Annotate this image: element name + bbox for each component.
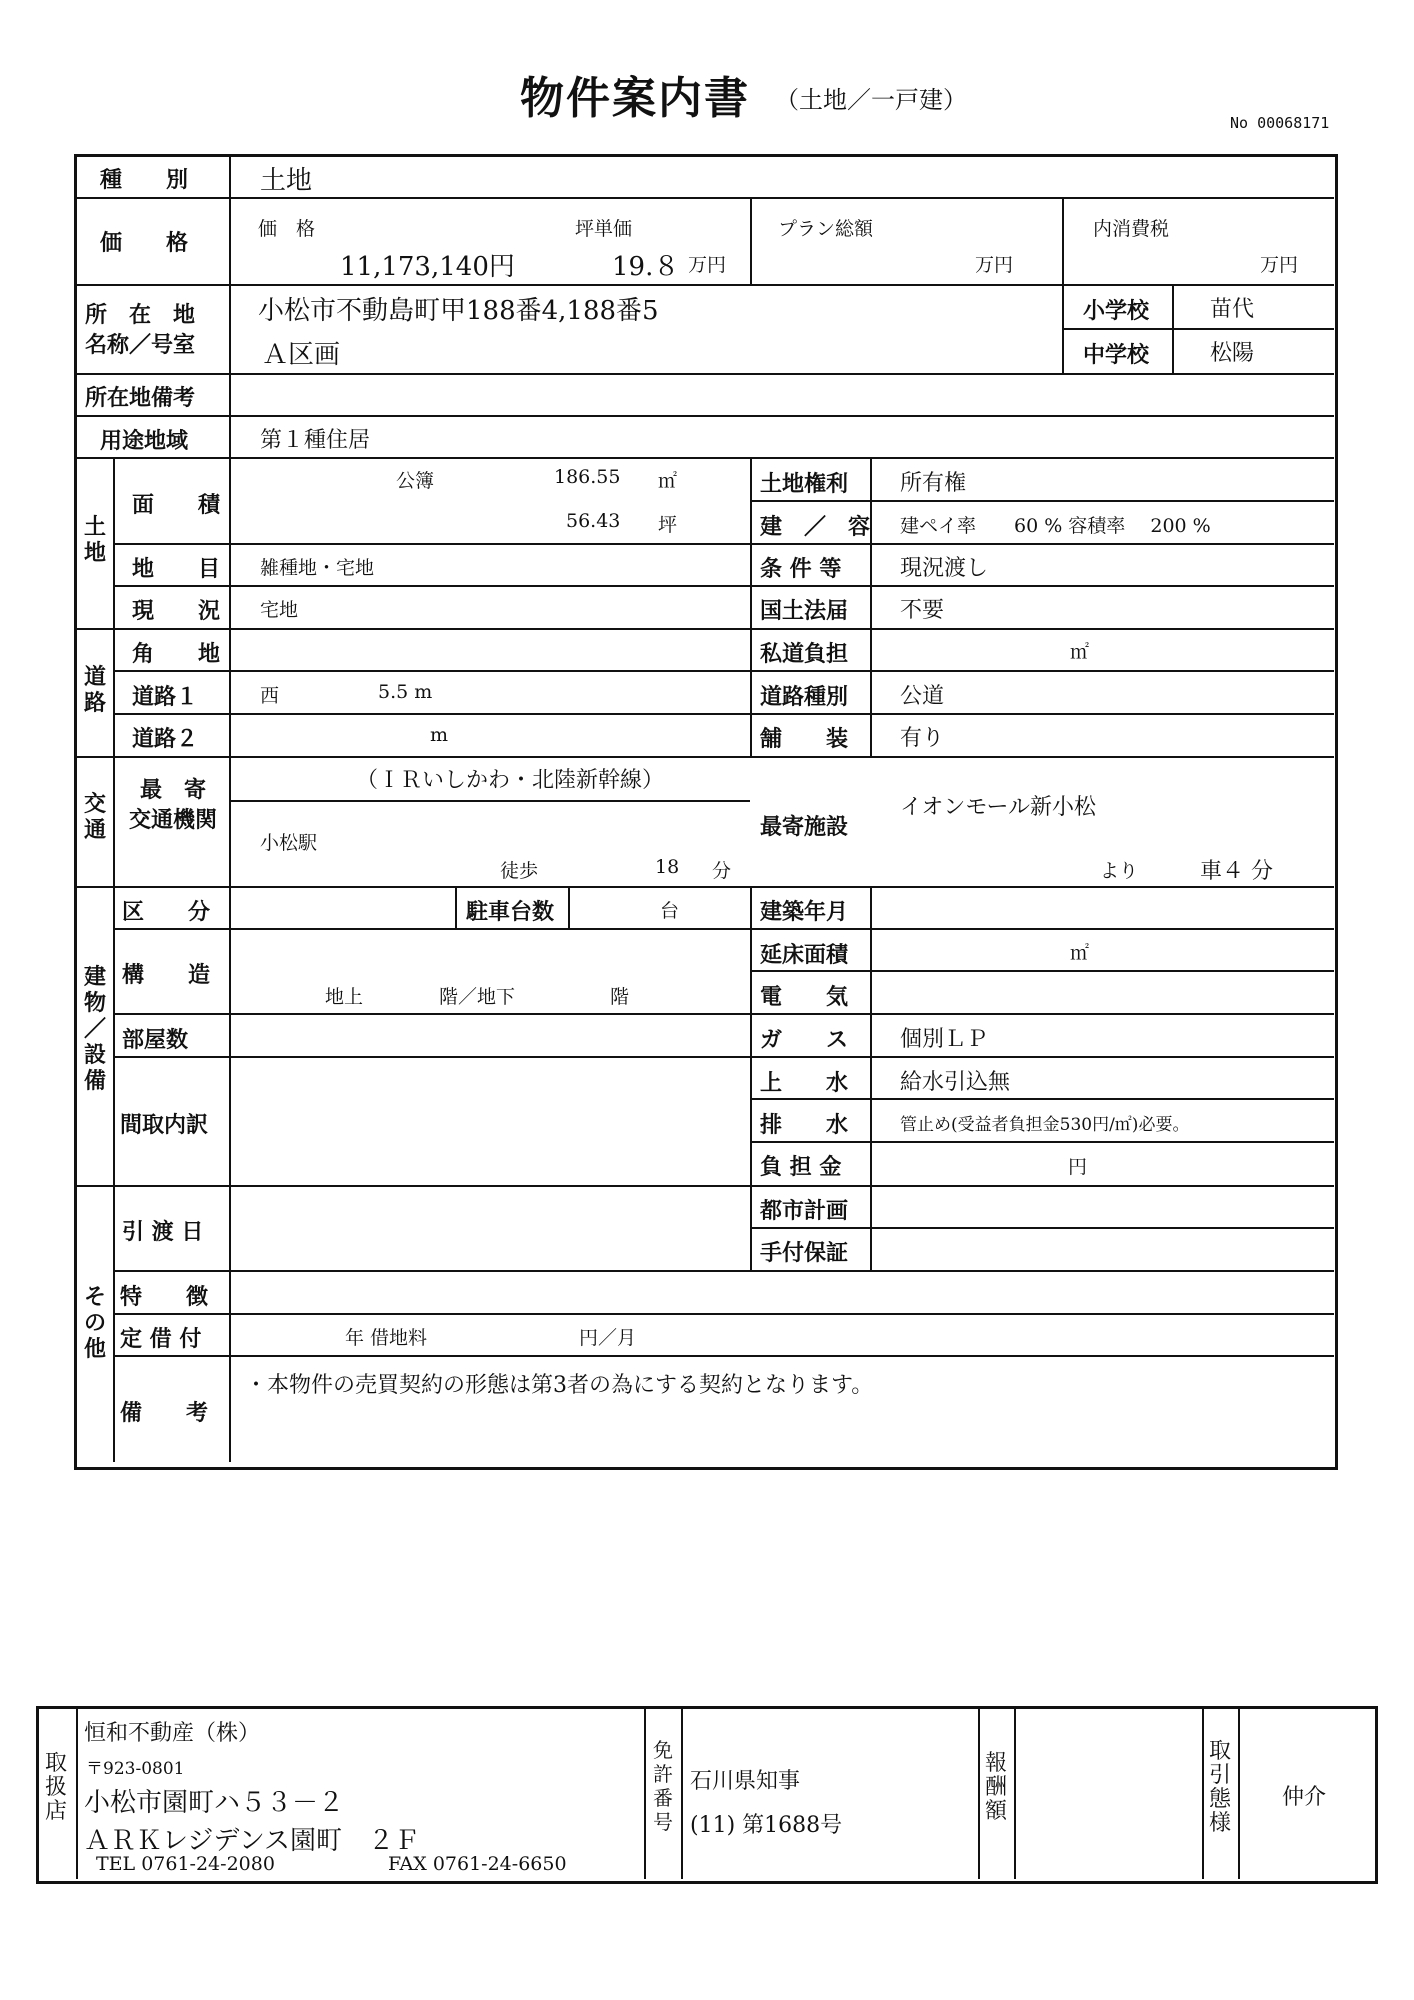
col-divider: [644, 1708, 646, 1879]
section-other: その他: [83, 1285, 106, 1362]
value-area-sqm: 186.55: [554, 466, 621, 488]
value-road-type: 公道: [900, 684, 945, 709]
label-private-road: 私道負担: [760, 642, 849, 667]
col-divider: [229, 156, 231, 1462]
unit-sqm: ㎡: [1070, 641, 1090, 663]
footer-trade-label: 取引態様: [1208, 1739, 1231, 1836]
label-name-room: 名称／号室: [85, 333, 196, 358]
footer-license1: 石川県知事: [690, 1769, 801, 1794]
row-divider: [76, 373, 1334, 375]
unit-sqm: ㎡: [1070, 942, 1090, 964]
value-chimoku: 雑種地・宅地: [260, 557, 375, 579]
label-kind: 種 別: [100, 168, 189, 193]
label-gas: ガ ス: [760, 1028, 849, 1053]
value-drainage: 管止め(受益者負担金530円/㎡)必要。: [900, 1115, 1190, 1135]
label-built-date: 建築年月: [760, 900, 849, 925]
row-divider: [750, 970, 1334, 972]
footer-license-label: 免許番号: [653, 1738, 673, 1834]
value-land-right: 所有権: [900, 471, 967, 496]
label-parking: 駐車台数: [466, 900, 555, 925]
label-layout: 間取内訳: [120, 1113, 209, 1138]
label-current: 現 況: [132, 599, 221, 624]
page-title: 物件案内書: [520, 73, 750, 124]
col-divider: [1238, 1708, 1240, 1879]
label-location: 所 在 地: [85, 303, 196, 328]
unit-tsubo: 坪: [658, 514, 678, 536]
label-elementary: 小学校: [1083, 299, 1150, 324]
row-divider: [76, 628, 1334, 630]
section-land: 土地: [83, 515, 106, 566]
value-road1-dir: 西: [260, 685, 280, 707]
label-tax: 内消費税: [1093, 218, 1170, 240]
label-paving: 舗 装: [760, 727, 849, 752]
area-public-label: 公簿: [396, 470, 435, 492]
value-national-land: 不要: [900, 598, 945, 623]
col-divider: [870, 457, 872, 757]
page-subtitle: （土地／一戸建）: [775, 86, 967, 114]
col-divider: [750, 886, 752, 1186]
value-facility: イオンモール新小松: [900, 795, 1097, 820]
label-chimoku: 地 目: [132, 557, 221, 582]
unit-sqm: ㎡: [658, 470, 678, 492]
label-junior-high: 中学校: [1083, 343, 1150, 368]
unit-man-yen: 万円: [688, 254, 727, 276]
row-divider: [750, 1141, 1334, 1143]
value-paving: 有り: [900, 726, 945, 751]
unit-yen: 円: [1068, 1156, 1088, 1178]
col-divider: [750, 1185, 752, 1271]
label-walk: 徒歩: [500, 860, 539, 882]
unit-parking: 台: [660, 900, 680, 922]
footer-trade-type: 仲介: [1282, 1785, 1327, 1810]
row-divider: [114, 928, 1334, 930]
col-divider: [76, 1708, 78, 1879]
value-water: 給水引込無: [900, 1070, 1011, 1095]
footer-fax: FAX 0761-24-6650: [388, 1853, 567, 1875]
label-coverage: 建 ／ 容: [760, 515, 871, 540]
footer-address1: 小松市園町ハ５３－２: [84, 1788, 345, 1818]
col-divider: [870, 886, 872, 1186]
value-tsubo-price: 19.８: [612, 252, 680, 282]
footer-postal: 〒923-0801: [86, 1759, 185, 1779]
label-tsubo-price: 坪単価: [575, 218, 633, 240]
row-divider: [76, 756, 1334, 758]
value-facility-time: 車４ 分: [1200, 859, 1273, 884]
value-road1-width: 5.5 m: [378, 681, 433, 703]
row-divider: [750, 1227, 1334, 1229]
section-transport: 交通: [83, 792, 106, 843]
label-rooms: 部屋数: [122, 1028, 189, 1053]
row-divider: [76, 284, 1334, 286]
label-zoning: 用途地域: [100, 429, 189, 454]
label-price: 価 格: [100, 231, 189, 256]
row-divider: [114, 1056, 1334, 1058]
unit-man-yen: 万円: [975, 254, 1014, 276]
row-divider: [76, 457, 1334, 459]
label-road-type: 道路種別: [760, 685, 849, 710]
label-floor-area: 延床面積: [760, 943, 849, 968]
value-walk-min: 18: [655, 856, 680, 878]
unit-m: m: [430, 724, 449, 746]
label-burden: 負 担 金: [760, 1155, 842, 1180]
row-divider: [230, 800, 750, 802]
row-divider: [114, 1313, 1334, 1315]
value-railway: （ＩＲいしかわ・北陸新幹線）: [356, 768, 665, 793]
row-divider: [750, 1098, 1334, 1100]
col-divider: [1172, 284, 1174, 373]
row-divider: [76, 886, 1334, 888]
col-divider: [750, 457, 752, 757]
col-divider: [978, 1708, 980, 1879]
col-divider: [455, 886, 457, 929]
label-land-right: 土地権利: [760, 472, 849, 497]
col-divider: [1202, 1708, 1204, 1879]
label-national-land: 国土法届: [760, 599, 849, 624]
label-handover: 引 渡 日: [122, 1220, 204, 1245]
value-address-line2: Ａ区画: [262, 340, 341, 370]
value-zoning: 第１種住居: [260, 428, 371, 453]
col-divider: [568, 886, 570, 929]
label-location-note: 所在地備考: [85, 386, 196, 411]
label-drainage: 排 水: [760, 1113, 849, 1138]
row-divider: [114, 713, 1334, 715]
col-divider: [681, 1708, 683, 1879]
value-address-line1: 小松市不動島町甲188番4,188番5: [258, 296, 659, 326]
row-divider: [114, 585, 1334, 587]
label-road2: 道路２: [132, 727, 199, 752]
col-divider: [870, 1185, 872, 1271]
label-nearest-transport: 最 寄 交通機関: [128, 778, 217, 833]
document-number: No 00068171: [1230, 114, 1330, 132]
value-elementary: 苗代: [1210, 297, 1255, 322]
label-division: 区 分: [122, 900, 211, 925]
row-divider: [114, 670, 1334, 672]
footer-company: 恒和不動産（株）: [84, 1721, 261, 1746]
unit-man-yen: 万円: [1260, 254, 1299, 276]
value-junior-high: 松陽: [1210, 341, 1255, 366]
row-divider: [114, 1270, 1334, 1272]
footer-fee-label: 報酬額: [984, 1751, 1007, 1824]
label-fixed-lease: 定 借 付: [120, 1327, 202, 1352]
value-conditions: 現況渡し: [900, 556, 989, 581]
value-kind: 土地: [260, 166, 313, 196]
label-urban-plan: 都市計画: [760, 1199, 849, 1224]
label-price-sub: 価 格: [258, 218, 316, 240]
label-conditions: 条 件 等: [760, 557, 842, 582]
label-electricity: 電 気: [760, 985, 849, 1010]
value-price: 11,173,140円: [340, 252, 515, 282]
row-divider: [114, 1355, 1334, 1357]
row-divider: [1062, 328, 1334, 330]
label-plan-total: プラン総額: [778, 218, 874, 240]
value-area-tsubo: 56.43: [566, 510, 621, 532]
label-area: 面 積: [132, 493, 221, 518]
label-remarks: 備 考: [120, 1401, 209, 1426]
label-road1: 道路１: [132, 685, 199, 710]
section-building: 建物／設備: [83, 965, 106, 1094]
row-divider: [750, 500, 1334, 502]
label-structure: 構 造: [122, 963, 211, 988]
col-divider: [1014, 1708, 1016, 1879]
value-gas: 個別ＬＰ: [900, 1027, 989, 1052]
footer-address2: ＡＲＫレジデンス園町 ２Ｆ: [84, 1826, 421, 1856]
unit-min: 分: [712, 860, 732, 882]
value-remarks: ・本物件の売買契約の形態は第3者の為にする契約となります。: [245, 1373, 874, 1398]
label-deposit-guarantee: 手付保証: [760, 1241, 849, 1266]
col-divider: [750, 198, 752, 285]
label-water: 上 水: [760, 1071, 849, 1096]
row-divider: [76, 197, 1334, 199]
value-station: 小松駅: [260, 832, 318, 854]
footer-license2: (11) 第1688号: [690, 1813, 843, 1838]
row-divider: [76, 415, 1334, 417]
footer-handler-label: 取扱店: [44, 1751, 67, 1824]
col-divider: [113, 457, 115, 1462]
footer-tel: TEL 0761-24-2080: [96, 1853, 275, 1875]
value-coverage: 建ペイ率 60 % 容積率 200 %: [900, 515, 1211, 537]
col-divider: [1062, 284, 1064, 373]
label-features: 特 徴: [120, 1285, 209, 1310]
label-corner: 角 地: [132, 642, 221, 667]
section-road: 道路: [83, 665, 106, 716]
col-divider: [1062, 198, 1064, 285]
row-divider: [114, 1013, 1334, 1015]
label-facility-from: より: [1100, 860, 1139, 882]
value-current: 宅地: [260, 599, 299, 621]
row-divider: [76, 1185, 1334, 1187]
value-fixed-lease: 年 借地料 円／月: [345, 1327, 637, 1349]
label-nearest-facility: 最寄施設: [760, 815, 849, 840]
row-divider: [114, 543, 1334, 545]
value-floors: 地上 階／地下 階: [325, 986, 630, 1008]
